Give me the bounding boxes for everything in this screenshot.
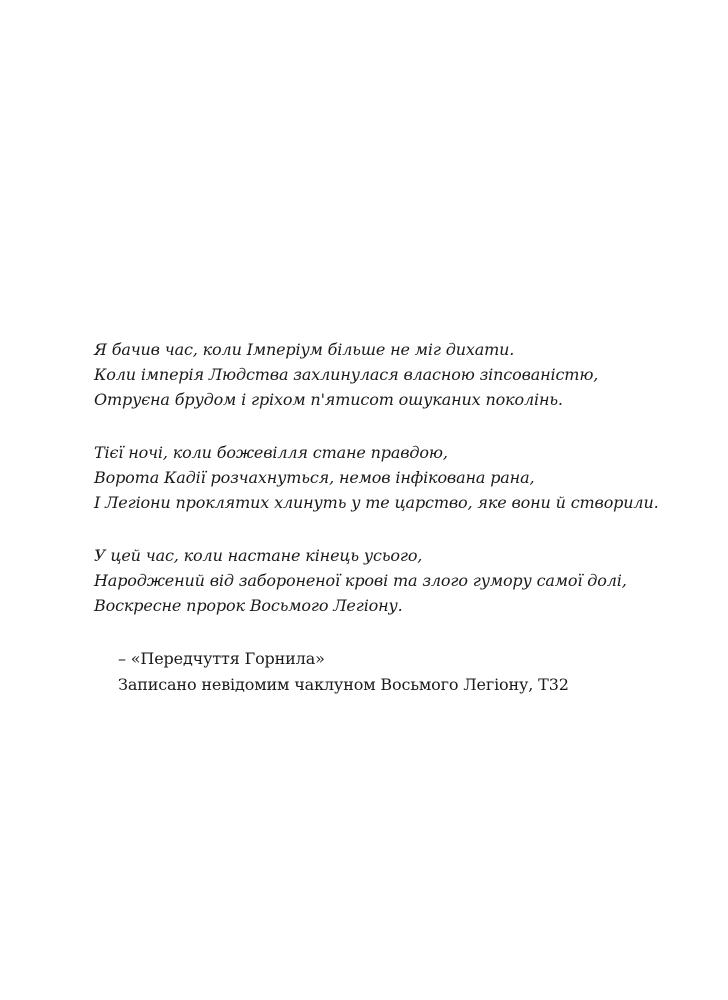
verse-line: Отруєна брудом і гріхом п'ятисот ошуканих поколінь. — [94, 390, 563, 409]
verse-line: Народжений від забороненої крові та злого гумору самої долі, — [94, 571, 627, 590]
stanza-3 — [94, 543, 694, 618]
stanza-1 — [94, 337, 694, 412]
verse-line: У цей час, коли настане кінець усього, — [94, 546, 423, 565]
verse-line: Тієї ночі, коли божевілля стане правдою, — [94, 443, 448, 462]
attribution — [118, 646, 694, 698]
attribution-source: – «Передчуття Горнила» — [118, 649, 325, 668]
verse-line: Коли імперія Людства захлинулася власною зіпсованістю, — [94, 365, 599, 384]
verse-line: Воскресне пророк Восьмого Легіону. — [94, 596, 403, 615]
attribution-author: Записано невідомим чаклуном Восьмого Легіону, T32 — [118, 675, 569, 694]
verse-line: Я бачив час, коли Імперіум більше не міг дихати. — [94, 340, 515, 359]
verse-line: Ворота Кадії розчахнуться, немов інфікована рана, — [94, 468, 535, 487]
verse-line: І Легіони проклятих хлинуть у те царство, яке вони й створили. — [94, 493, 659, 512]
stanza-2 — [94, 440, 694, 515]
epigraph — [94, 337, 694, 698]
